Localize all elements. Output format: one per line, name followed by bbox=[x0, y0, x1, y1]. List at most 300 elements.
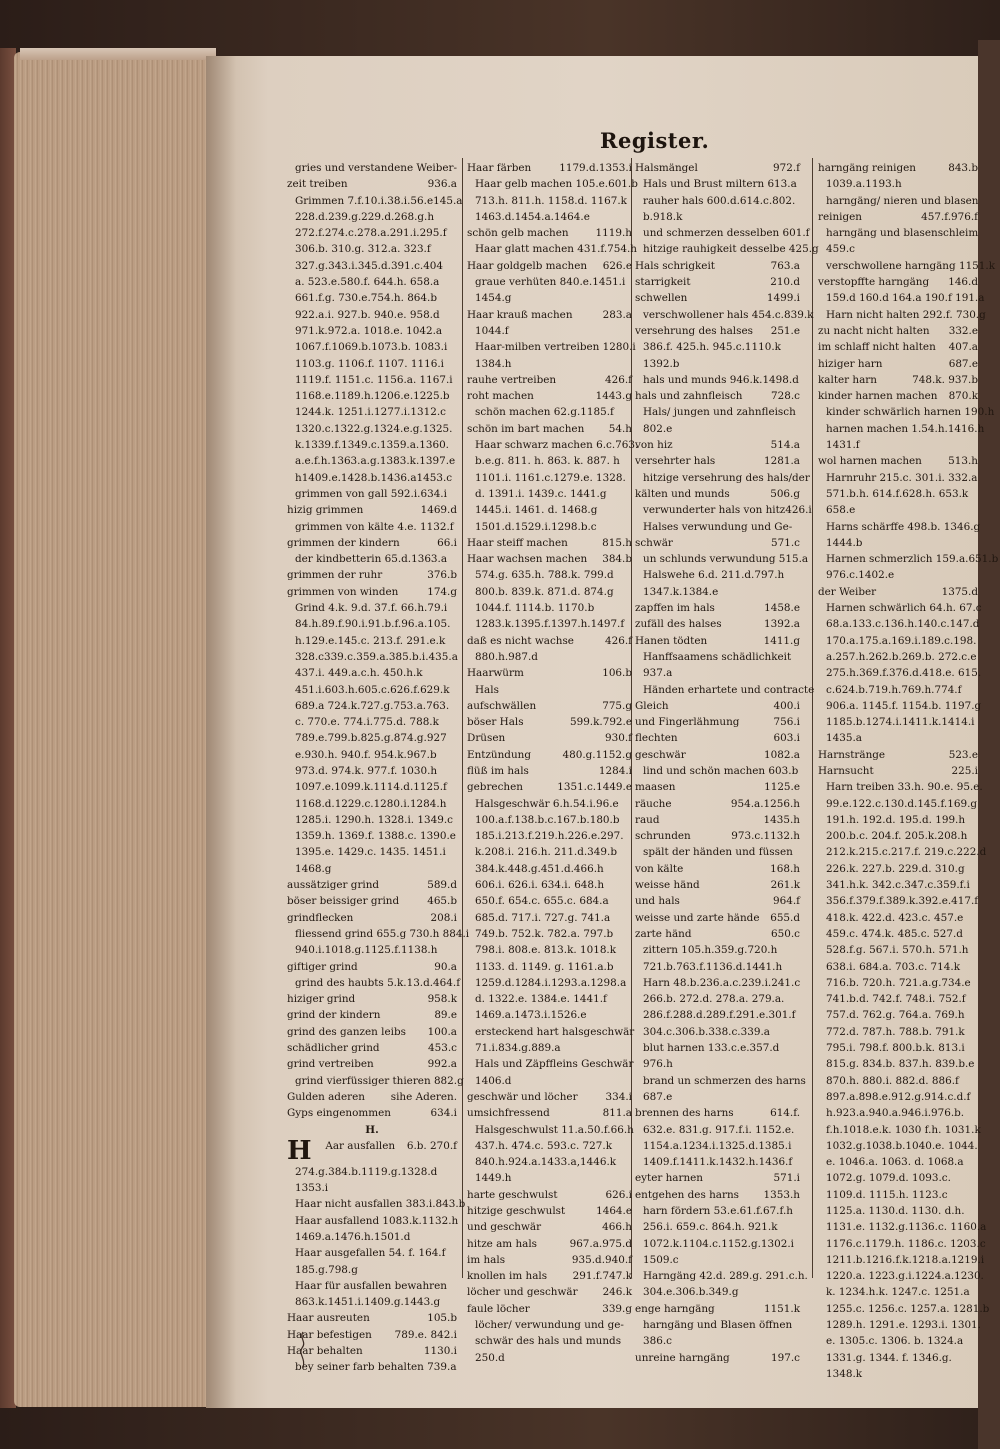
entry-reference: 513.h bbox=[948, 455, 978, 468]
index-entry bbox=[818, 176, 978, 192]
entry-term: Hanffsaamens schädlichkeit bbox=[643, 650, 792, 663]
entry-term: bey seiner farb behalten 739.a bbox=[295, 1361, 457, 1374]
entry-term: 1469.a.1473.i.1526.e bbox=[475, 1009, 587, 1022]
index-entry bbox=[818, 893, 978, 909]
entry-reference: 626.e bbox=[602, 259, 632, 272]
entry-term: Hals bbox=[475, 683, 499, 696]
index-entry bbox=[287, 1040, 457, 1056]
index-entry bbox=[287, 991, 457, 1007]
entry-term: 973.d. 974.k. 977.f. 1030.h bbox=[295, 764, 438, 777]
index-entry bbox=[287, 1007, 457, 1023]
initial-letter: H bbox=[287, 1135, 312, 1166]
entry-reference: 291.f.747.k bbox=[572, 1270, 632, 1283]
entry-reference: 1375.d bbox=[941, 585, 978, 598]
index-entry bbox=[287, 388, 457, 404]
index-entry bbox=[818, 779, 983, 795]
page-edges bbox=[14, 52, 214, 1407]
index-entry bbox=[467, 1056, 632, 1072]
index-entry bbox=[287, 959, 457, 975]
index-entry bbox=[467, 372, 632, 388]
index-entry bbox=[467, 486, 632, 502]
index-entry bbox=[818, 307, 986, 323]
entry-reference: 1125.e bbox=[764, 781, 800, 794]
index-entry bbox=[818, 1219, 987, 1235]
entry-term: geschwär bbox=[635, 748, 686, 761]
index-entry bbox=[818, 1366, 978, 1382]
index-entry bbox=[287, 584, 457, 600]
entry-term: 757.d. 762.g. 764.a. 769.h bbox=[826, 1009, 965, 1022]
entry-reference: 457.f.976.f bbox=[921, 210, 978, 223]
index-entry bbox=[818, 584, 978, 600]
entry-term: und geschwär bbox=[467, 1221, 542, 1234]
entry-term: grimmen von winden bbox=[287, 585, 399, 598]
entry-term: harngäng und Blasen öffnen bbox=[643, 1319, 793, 1332]
entry-term: 356.f.379.f.389.k.392.e.417.f bbox=[826, 895, 979, 908]
index-entry bbox=[818, 1056, 978, 1072]
entry-reference: 1082.a bbox=[764, 748, 800, 761]
index-entry bbox=[818, 421, 985, 437]
index-entry bbox=[818, 1138, 978, 1154]
entry-term: 971.k.972.a. 1018.e. 1042.a bbox=[295, 324, 443, 337]
entry-term: zarte händ bbox=[635, 927, 692, 940]
entry-term: 1501.d.1529.i.1298.b.c bbox=[475, 520, 597, 533]
entry-reference: 261.k bbox=[770, 879, 800, 892]
entry-term: h.129.e.145.c. 213.f. 291.e.k bbox=[295, 634, 446, 647]
entry-term: 1359.h. 1369.f. 1388.c. 1390.e bbox=[295, 830, 456, 843]
entry-term: Harnruhr 215.c. 301.i. 332.a bbox=[826, 471, 978, 484]
index-entry bbox=[818, 225, 978, 241]
index-entry bbox=[467, 877, 632, 893]
index-entry bbox=[467, 241, 637, 257]
index-entry bbox=[635, 567, 800, 583]
index-entry bbox=[635, 323, 800, 339]
entry-term: im hals bbox=[467, 1253, 506, 1266]
entry-term: brennen des harns bbox=[635, 1107, 734, 1120]
entry-term: Drüsen bbox=[467, 732, 506, 745]
index-entry bbox=[635, 779, 800, 795]
index-entry bbox=[287, 1310, 457, 1326]
entry-reference: 66.i bbox=[437, 536, 457, 549]
entry-term: zu nacht nicht halten bbox=[818, 324, 930, 337]
entry-term: der Weiber bbox=[818, 585, 877, 598]
entry-term: löcher und geschwär bbox=[467, 1286, 578, 1299]
index-entry bbox=[818, 1105, 978, 1121]
index-entry bbox=[635, 437, 800, 453]
index-entry bbox=[467, 1122, 632, 1138]
entry-term: rauhe vertreiben bbox=[467, 373, 557, 386]
index-entry bbox=[818, 372, 978, 388]
entry-reference: 1179.d.1353.i bbox=[559, 162, 632, 174]
entry-term: grimmen von kälte 4.e. 1132.f bbox=[295, 520, 454, 533]
index-entry bbox=[818, 486, 978, 502]
entry-term: böser beissiger grind bbox=[287, 895, 400, 908]
index-entry bbox=[467, 1333, 632, 1349]
entry-term: c.624.b.719.h.769.h.774.f bbox=[826, 683, 962, 696]
entry-term: 191.h. 192.d. 195.d. 199.h bbox=[826, 813, 966, 826]
entry-reference: 571.c bbox=[771, 536, 800, 549]
index-entry bbox=[635, 551, 809, 567]
entry-reference: 811.a bbox=[602, 1107, 632, 1120]
entry-reference: 466.h bbox=[602, 1221, 632, 1234]
index-entry bbox=[467, 1007, 632, 1023]
entry-reference: 90.a bbox=[434, 960, 457, 973]
entry-term: 1133. d. 1149. g. 1161.a.b bbox=[475, 960, 614, 973]
index-entry bbox=[818, 747, 978, 763]
index-entry bbox=[818, 1301, 990, 1317]
entry-term: 574.g. 635.h. 788.k. 799.d bbox=[475, 569, 614, 582]
entry-reference: 54.h bbox=[608, 422, 632, 435]
entry-term: 84.h.89.f.90.i.91.b.f.96.a.105. bbox=[295, 618, 451, 631]
index-entry bbox=[635, 975, 800, 991]
entry-term: 185.i.213.f.219.h.226.e.297. bbox=[475, 830, 624, 843]
index-entry bbox=[818, 649, 978, 665]
index-entry bbox=[635, 1007, 800, 1023]
index-entry bbox=[818, 1040, 978, 1056]
entry-term: blut harnen 133.c.e.357.d bbox=[643, 1042, 780, 1055]
index-entry bbox=[467, 1219, 632, 1235]
entry-term: Händen erhartete und contracte bbox=[643, 683, 815, 696]
entry-term: c. 770.e. 774.i.775.d. 788.k bbox=[295, 716, 439, 729]
index-entry bbox=[287, 763, 457, 779]
entry-reference: 599.k.792.e bbox=[569, 716, 632, 729]
index-entry bbox=[467, 193, 632, 209]
index-entry bbox=[635, 1170, 800, 1186]
index-entry bbox=[467, 535, 632, 551]
index-entry bbox=[467, 991, 632, 1007]
entry-term: 1469.a.1476.h.1501.d bbox=[295, 1231, 411, 1243]
index-entry bbox=[635, 1073, 806, 1089]
entry-term: Haar befestigen bbox=[287, 1328, 372, 1341]
index-entry bbox=[635, 421, 800, 437]
entry-reference: 763.a bbox=[770, 259, 800, 272]
index-entry bbox=[635, 453, 800, 469]
index-entry bbox=[287, 1294, 457, 1310]
entry-term: a. 523.e.580.f. 644.h. 658.a bbox=[295, 276, 440, 289]
index-entry bbox=[818, 502, 978, 518]
entry-term: 1244.k. 1251.i.1277.i.1312.c bbox=[295, 406, 446, 419]
entry-term: 1032.g.1038.b.1040.e. 1044. bbox=[826, 1139, 978, 1152]
entry-term: 713.h. 811.h. 1158.d. 1167.k bbox=[475, 194, 627, 207]
entry-term: 1255.c. 1256.c. 1257.a. 1281.b bbox=[826, 1302, 990, 1315]
entry-term: 650.f. 654.c. 655.c. 684.a bbox=[475, 895, 609, 908]
entry-term: knollen im hals bbox=[467, 1270, 548, 1283]
index-entry bbox=[635, 1350, 800, 1366]
entry-term: 1331.g. 1344. f. 1346.g. bbox=[826, 1351, 952, 1364]
entry-reference: 967.a.975.d bbox=[569, 1237, 632, 1250]
index-entry bbox=[287, 209, 457, 225]
index-entry bbox=[467, 714, 632, 730]
index-entry bbox=[635, 1219, 800, 1235]
index-entry bbox=[635, 910, 800, 926]
entry-term: Haar goldgelb machen bbox=[467, 259, 588, 272]
index-entry bbox=[467, 404, 632, 420]
index-entry bbox=[635, 584, 800, 600]
entry-term: e. 1046.a. 1063. d. 1068.a bbox=[826, 1156, 964, 1169]
entry-term: h1409.e.1428.b.1436.a1453.c bbox=[295, 471, 453, 484]
index-entry bbox=[287, 1089, 457, 1105]
index-entry bbox=[287, 910, 457, 926]
entry-term: 1119.f. 1151.c. 1156.a. 1167.i bbox=[295, 373, 453, 386]
index-entry bbox=[635, 1268, 808, 1284]
entry-term: 1097.e.1099.k.1114.d.1125.f bbox=[295, 781, 447, 794]
entry-term: 256.i. 659.c. 864.h. 921.k bbox=[643, 1221, 778, 1234]
index-entry bbox=[287, 241, 457, 257]
entry-term: Hals und Brust miltern 613.a bbox=[643, 178, 797, 191]
entry-term: Grind 4.k. 9.d. 37.f. 66.h.79.i bbox=[295, 602, 448, 615]
entry-term: daß es nicht wachse bbox=[467, 634, 574, 647]
index-entry bbox=[818, 844, 987, 860]
entry-reference: 843.b bbox=[948, 162, 978, 174]
index-entry bbox=[635, 1236, 800, 1252]
entry-term: 185.g.798.g bbox=[295, 1263, 358, 1276]
entry-term: 870.h. 880.i. 882.d. 886.f bbox=[826, 1074, 959, 1087]
index-entry bbox=[467, 1073, 632, 1089]
index-entry bbox=[635, 290, 800, 306]
index-entry bbox=[818, 388, 978, 404]
entry-term: Harn nicht halten 292.f. 730.g bbox=[826, 308, 986, 321]
entry-term: 1039.a.1193.h bbox=[826, 178, 902, 191]
entry-reference: 1284.i bbox=[598, 764, 632, 777]
entry-reference: 246.k bbox=[602, 1286, 632, 1299]
entry-term: 798.i. 808.e. 813.k. 1018.k bbox=[475, 944, 617, 957]
index-entry bbox=[818, 910, 978, 926]
index-entry bbox=[467, 356, 632, 372]
entry-term: hals und zahnfleisch bbox=[635, 390, 743, 403]
index-entry bbox=[635, 225, 810, 241]
entry-term: 1283.k.1395.f.1397.h.1497.f bbox=[475, 618, 625, 631]
entry-reference: 603.i bbox=[773, 732, 800, 745]
index-entry bbox=[635, 404, 800, 420]
index-entry bbox=[287, 1196, 466, 1212]
entry-term: kalter harn bbox=[818, 373, 877, 386]
entry-term: grimmen von gall 592.i.634.i bbox=[295, 487, 447, 500]
entry-term: giftiger grind bbox=[287, 960, 358, 973]
index-entry bbox=[467, 1105, 632, 1121]
entry-reference: 210.d bbox=[770, 276, 800, 289]
entry-term: 1406.d bbox=[475, 1074, 512, 1087]
index-entry bbox=[467, 1301, 632, 1317]
entry-reference: 930.f bbox=[605, 732, 632, 745]
entry-term: 689.a 724.k.727.g.753.a.763. bbox=[295, 699, 450, 712]
index-entry bbox=[287, 975, 461, 991]
entry-term: kinder schwärlich harnen 190.h bbox=[826, 406, 995, 419]
index-entry bbox=[467, 844, 632, 860]
entry-term: 266.b. 272.d. 278.a. 279.a. bbox=[643, 993, 785, 1006]
index-entry bbox=[467, 893, 632, 909]
entry-term: zittern 105.h.359.g.720.h bbox=[643, 944, 778, 957]
entry-term: 1103.g. 1106.f. 1107. 1116.i bbox=[295, 357, 444, 370]
index-entry bbox=[467, 1187, 632, 1203]
index-entry bbox=[287, 1105, 457, 1121]
entry-term: aufschwällen bbox=[467, 699, 537, 712]
entry-term: 1072.k.1104.c.1152.g.1302.i bbox=[643, 1237, 794, 1250]
entry-term: flechten bbox=[635, 732, 678, 745]
entry-term: h.923.a.940.a.946.i.976.b. bbox=[826, 1107, 965, 1120]
entry-term: 1109.d. 1115.h. 1123.c bbox=[826, 1188, 948, 1201]
entry-term: der kindbetterin 65.d.1363.a bbox=[295, 553, 448, 566]
index-entry bbox=[635, 893, 800, 909]
entry-term: 304.c.306.b.338.c.339.a bbox=[643, 1025, 770, 1038]
index-entry bbox=[287, 796, 457, 812]
entry-term: 274.g.384.b.1119.g.1328.d bbox=[295, 1165, 438, 1178]
entry-term: 863.k.1451.i.1409.g.1443.g bbox=[295, 1296, 441, 1309]
entry-reference: 6.b. 270.f bbox=[406, 1139, 457, 1152]
index-entry bbox=[635, 649, 800, 665]
entry-term: 1320.c.1322.g.1324.e.g.1325. bbox=[295, 422, 453, 435]
entry-term: 250.d bbox=[475, 1351, 505, 1364]
entry-term: aussätziger grind bbox=[287, 879, 380, 892]
index-entry bbox=[635, 519, 800, 535]
index-entry bbox=[287, 730, 457, 746]
index-entry bbox=[635, 209, 800, 225]
index-entry bbox=[635, 844, 800, 860]
entry-term: Haar schwarz machen 6.c.763. bbox=[475, 439, 639, 452]
entry-reference: 251.e bbox=[770, 324, 800, 337]
entry-reference: 465.b bbox=[427, 895, 457, 908]
index-entry bbox=[287, 1164, 457, 1180]
entry-term: 661.f.g. 730.e.754.h. 864.b bbox=[295, 292, 437, 305]
entry-term: 897.a.898.e.912.g.914.c.d.f bbox=[826, 1090, 971, 1103]
index-entry bbox=[467, 828, 632, 844]
index-entry bbox=[818, 1024, 978, 1040]
entry-reference: 973.c.1132.h bbox=[731, 830, 800, 843]
entry-term: d. 1322.e. 1384.e. 1441.f bbox=[475, 993, 607, 1006]
index-entry bbox=[287, 339, 457, 355]
entry-term: Hals schrigkeit bbox=[635, 259, 715, 272]
entry-term: Harngäng 42.d. 289.g. 291.c.h. bbox=[643, 1270, 808, 1283]
index-entry bbox=[635, 176, 800, 192]
entry-term: 437.h. 474.c. 593.c. 727.k bbox=[475, 1139, 612, 1152]
index-entry bbox=[287, 747, 457, 763]
index-entry bbox=[818, 519, 981, 535]
entry-term: Halsgeschwulst 11.a.50.f.66.h bbox=[475, 1123, 634, 1136]
page-edges-top bbox=[20, 48, 216, 60]
index-entry bbox=[818, 241, 978, 257]
index-entry bbox=[818, 763, 978, 779]
entry-term: Harnen schmerzlich 159.a.651.b bbox=[826, 553, 999, 566]
index-entry bbox=[467, 796, 632, 812]
entry-term: schwellen bbox=[635, 292, 688, 305]
entry-term: 795.i. 798.f. 800.b.k. 813.i bbox=[826, 1042, 965, 1055]
entry-term: 459.c bbox=[826, 243, 855, 256]
entry-reference: 1130.i bbox=[423, 1345, 457, 1358]
entry-term: 286.f.288.d.289.f.291.e.301.f bbox=[643, 1009, 796, 1022]
entry-term: a.257.h.262.b.269.b. 272.c.e bbox=[826, 650, 977, 663]
entry-term: Entzündung bbox=[467, 748, 531, 761]
entry-term: versehrter hals bbox=[635, 455, 716, 468]
index-entry bbox=[467, 209, 632, 225]
index-entry bbox=[287, 633, 457, 649]
index-entry bbox=[467, 1236, 632, 1252]
index-entry bbox=[467, 470, 632, 486]
entry-term: 1353.i bbox=[295, 1182, 329, 1195]
entry-term: Hals/ jungen und zahnfleisch bbox=[643, 406, 796, 419]
index-entry bbox=[635, 991, 800, 1007]
index-entry bbox=[287, 567, 457, 583]
entry-term: zufäll des halses bbox=[635, 618, 722, 631]
entry-reference: 1469.d bbox=[420, 504, 457, 517]
entry-term: von kälte bbox=[635, 862, 684, 875]
entry-term: 880.h.987.d bbox=[475, 650, 538, 663]
entry-term: a.e.f.h.1363.a.g.1383.k.1397.e bbox=[295, 455, 456, 468]
index-entry bbox=[818, 1007, 978, 1023]
index-entry bbox=[818, 633, 978, 649]
entry-term: 658.e bbox=[826, 504, 856, 517]
entry-term: 159.d 160.d 164.a 190.f 191.a bbox=[826, 292, 985, 305]
entry-term: und schmerzen desselben 601.f bbox=[643, 227, 810, 240]
entry-term: wol harnen machen bbox=[818, 455, 922, 468]
entry-term: 275.h.369.f.376.d.418.e. 615. bbox=[826, 667, 982, 680]
index-column-1 bbox=[287, 160, 470, 1374]
entry-term: Harnsucht bbox=[818, 764, 874, 777]
index-entry bbox=[635, 160, 800, 176]
entry-term: und hals bbox=[635, 895, 680, 908]
entry-term: räuche bbox=[635, 797, 672, 810]
entry-term: 1348.k bbox=[826, 1367, 863, 1380]
entry-term: versehrung des halses bbox=[635, 324, 753, 337]
index-entry bbox=[635, 502, 812, 518]
entry-term: 1131.e. 1132.g.1136.c. 1160.a bbox=[826, 1221, 987, 1234]
entry-reference: 89.e bbox=[434, 1009, 457, 1022]
index-entry bbox=[818, 567, 978, 583]
index-entry bbox=[635, 698, 800, 714]
index-entry bbox=[818, 877, 978, 893]
entry-term: reinigen bbox=[818, 210, 862, 223]
index-entry bbox=[818, 1122, 981, 1138]
index-entry bbox=[635, 1187, 800, 1203]
index-entry bbox=[818, 959, 978, 975]
entry-term: Haar behalten bbox=[287, 1345, 363, 1358]
entry-reference: 1435.h bbox=[763, 813, 800, 826]
index-column-2 bbox=[467, 160, 639, 1364]
entry-term: Harn treiben 33.h. 90.e. 95.e. bbox=[826, 781, 983, 794]
index-entry bbox=[818, 861, 978, 877]
entry-term: schädlicher grind bbox=[287, 1042, 380, 1055]
index-entry bbox=[635, 600, 800, 616]
entry-term: hals und munds 946.k.1498.d bbox=[643, 373, 799, 386]
entry-term: hitzige rauhigkeit desselbe 425.g bbox=[643, 243, 819, 256]
entry-term: 170.a.175.a.169.i.189.c.198. bbox=[826, 634, 977, 647]
entry-term: 328.c339.c.359.a.385.b.i.435.a bbox=[295, 650, 458, 663]
index-entry bbox=[818, 1284, 978, 1300]
entry-term: hitzige versehrung des hals/der bbox=[643, 471, 810, 484]
entry-term: hitze am hals bbox=[467, 1237, 538, 1250]
entry-reference: 958.k bbox=[427, 993, 457, 1006]
entry-term: 606.i. 626.i. 634.i. 648.h bbox=[475, 879, 605, 892]
index-entry bbox=[467, 1040, 632, 1056]
index-entry bbox=[818, 812, 978, 828]
entry-term: harngäng reinigen bbox=[818, 162, 916, 174]
entry-term: Harnsträngе bbox=[818, 748, 886, 761]
entry-reference: 972.f bbox=[773, 162, 800, 174]
entry-term: 632.e. 831.g. 917.f.i. 1152.e. bbox=[643, 1123, 795, 1136]
entry-reference: 506.g bbox=[770, 487, 800, 500]
entry-term: 976.c.1402.e bbox=[826, 569, 895, 582]
entry-term: verwunderter hals von hitz426.i bbox=[643, 504, 812, 517]
index-entry bbox=[635, 959, 800, 975]
entry-term: 789.e.799.b.825.g.874.g.927 bbox=[295, 732, 447, 745]
entry-term: flüß im hals bbox=[467, 764, 529, 777]
entry-term: 272.f.274.c.278.a.291.i.295.f bbox=[295, 227, 447, 240]
index-entry bbox=[287, 225, 457, 241]
entry-reference: 1443.g bbox=[595, 390, 632, 403]
index-entry bbox=[635, 730, 800, 746]
index-entry bbox=[287, 437, 457, 453]
entry-term: 1435.a bbox=[826, 732, 862, 745]
index-entry bbox=[818, 470, 978, 486]
index-entry bbox=[287, 1135, 457, 1166]
index-entry bbox=[467, 665, 632, 681]
